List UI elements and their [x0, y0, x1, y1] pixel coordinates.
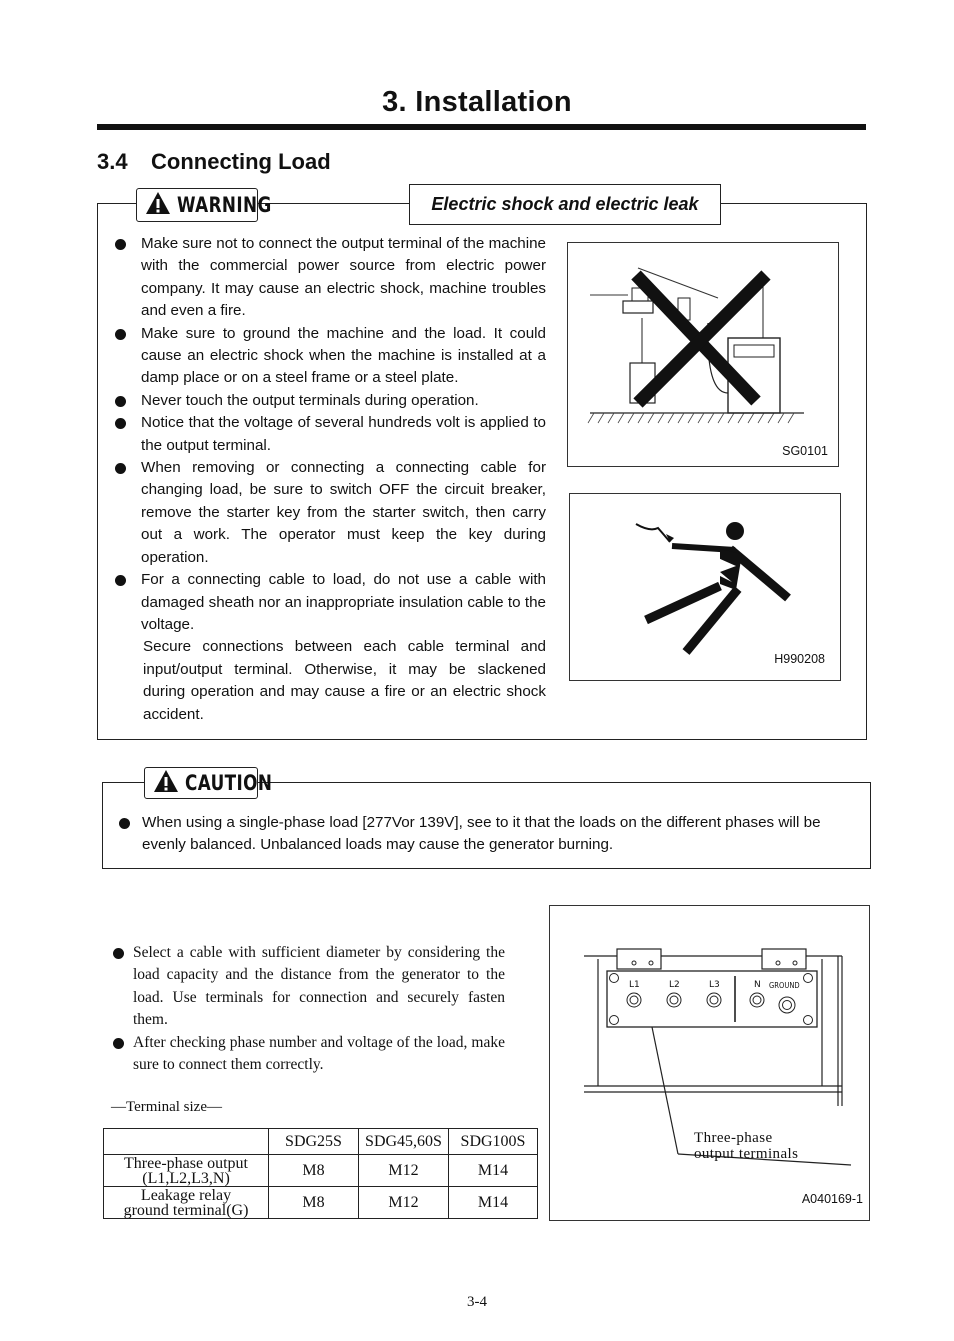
table-cell: M12 [359, 1155, 449, 1187]
table-cell: M12 [359, 1187, 449, 1219]
terminal-size-label: —Terminal size— [111, 1099, 222, 1115]
table-cell: M8 [269, 1187, 359, 1219]
prohibited-connection-illustration [568, 243, 838, 466]
terminal-size-table [103, 1128, 538, 1219]
table-header-cell: SDG45,60S [359, 1129, 449, 1155]
chapter-title: 3. Installation [382, 86, 572, 118]
bullet-icon [119, 818, 130, 829]
terminal-label-n: N [754, 980, 761, 990]
warning-label [136, 188, 272, 222]
warning-item: Notice that the voltage of several hundreds volt is applied to the output terminal. [99, 412, 546, 457]
warning-label-text: WARNING [177, 193, 272, 217]
terminal-callout: Three-phase output terminals [694, 1130, 799, 1162]
section-number: 3.4 [97, 149, 128, 174]
warning-item: Secure connections between each cable terminal and input/output terminal. Otherwise, it may be slackened during operation and may cause a fire or an electric shock accident. [143, 638, 546, 723]
bullet-icon [115, 463, 126, 474]
warning-item: Never touch the output terminals during operation. [99, 390, 546, 412]
bullet-icon [115, 396, 126, 407]
terminal-label-l2: L2 [669, 980, 680, 990]
warning-item: Make sure to ground the machine and the load. It could cause an electric shock when the machine is installed at a damp place or on a steel frame or a steel plate. [99, 323, 546, 390]
table-header-cell [104, 1129, 269, 1155]
bullet-icon [113, 948, 124, 959]
header-rule [97, 124, 866, 130]
section-title: Connecting Load [151, 149, 331, 174]
table-cell: M8 [269, 1155, 359, 1187]
table-cell: M14 [449, 1187, 538, 1219]
instructions-list [99, 942, 505, 1076]
table-row [104, 1155, 538, 1187]
bullet-icon [113, 1038, 124, 1049]
table-header-row [104, 1129, 538, 1155]
terminal-block-illustration [550, 906, 869, 1220]
terminal-label-l1: L1 [629, 980, 640, 990]
table-header-cell: SDG25S [269, 1129, 359, 1155]
page-number: 3-4 [467, 1294, 487, 1310]
warning-item: For a connecting cable to load, do not use a cable with damaged sheath nor an inappropriate insulation cable to the voltage. [99, 569, 546, 636]
table-row [104, 1187, 538, 1219]
instruction-item: Select a cable with sufficient diameter by considering the load capacity and the distance from the generator to the load. Use terminals for connection and securely fasten them. [99, 942, 505, 1032]
figure1-code: SG0101 [782, 444, 828, 458]
figure3-code: A040169-1 [801, 1192, 863, 1206]
caution-item: When using a single-phase load [277Vor 139V], see to it that the loads on the different phases will be evenly balanced. Unbalanced loads may cause the generator burning. [103, 812, 863, 857]
terminal-label-l3: L3 [709, 980, 720, 990]
caution-label-text: CAUTION [185, 771, 273, 795]
bullet-icon [115, 418, 126, 429]
warning-triangle-icon [145, 191, 171, 219]
figure-no-commercial-power [567, 242, 839, 467]
figure2-code: H990208 [774, 652, 825, 666]
bullet-icon [115, 575, 126, 586]
warning-triangle-icon [153, 769, 179, 797]
warning-item: Make sure not to connect the output terminal of the machine with the commercial power source from electric power company. It may cause an electric shock, machine troubles and even a fire. [99, 233, 546, 323]
instruction-item: After checking phase number and voltage of the load, make sure to connect them correctly. [99, 1032, 505, 1077]
terminal-label-ground: GROUND [769, 981, 800, 990]
table-cell: M14 [449, 1155, 538, 1187]
warning-item: When removing or connecting a connecting cable for changing load, be sure to switch OFF the circuit breaker, remove the starter key from the starter switch, then carry out a work. The operator must keep the key during operation. [99, 457, 546, 569]
table-row-label: Leakage relay ground terminal(G) [104, 1187, 269, 1219]
bullet-icon [115, 329, 126, 340]
figure-electric-shock [569, 493, 841, 681]
table-row-label: Three-phase output (L1,L2,L3,N) [104, 1155, 269, 1187]
bullet-icon [115, 239, 126, 250]
warning-list [99, 233, 546, 726]
caution-list [103, 812, 863, 857]
table-header-cell: SDG100S [449, 1129, 538, 1155]
warning-subject: Electric shock and electric leak [409, 184, 721, 225]
section-heading [97, 149, 331, 175]
caution-label [144, 767, 273, 799]
figure-output-terminals [549, 905, 870, 1221]
